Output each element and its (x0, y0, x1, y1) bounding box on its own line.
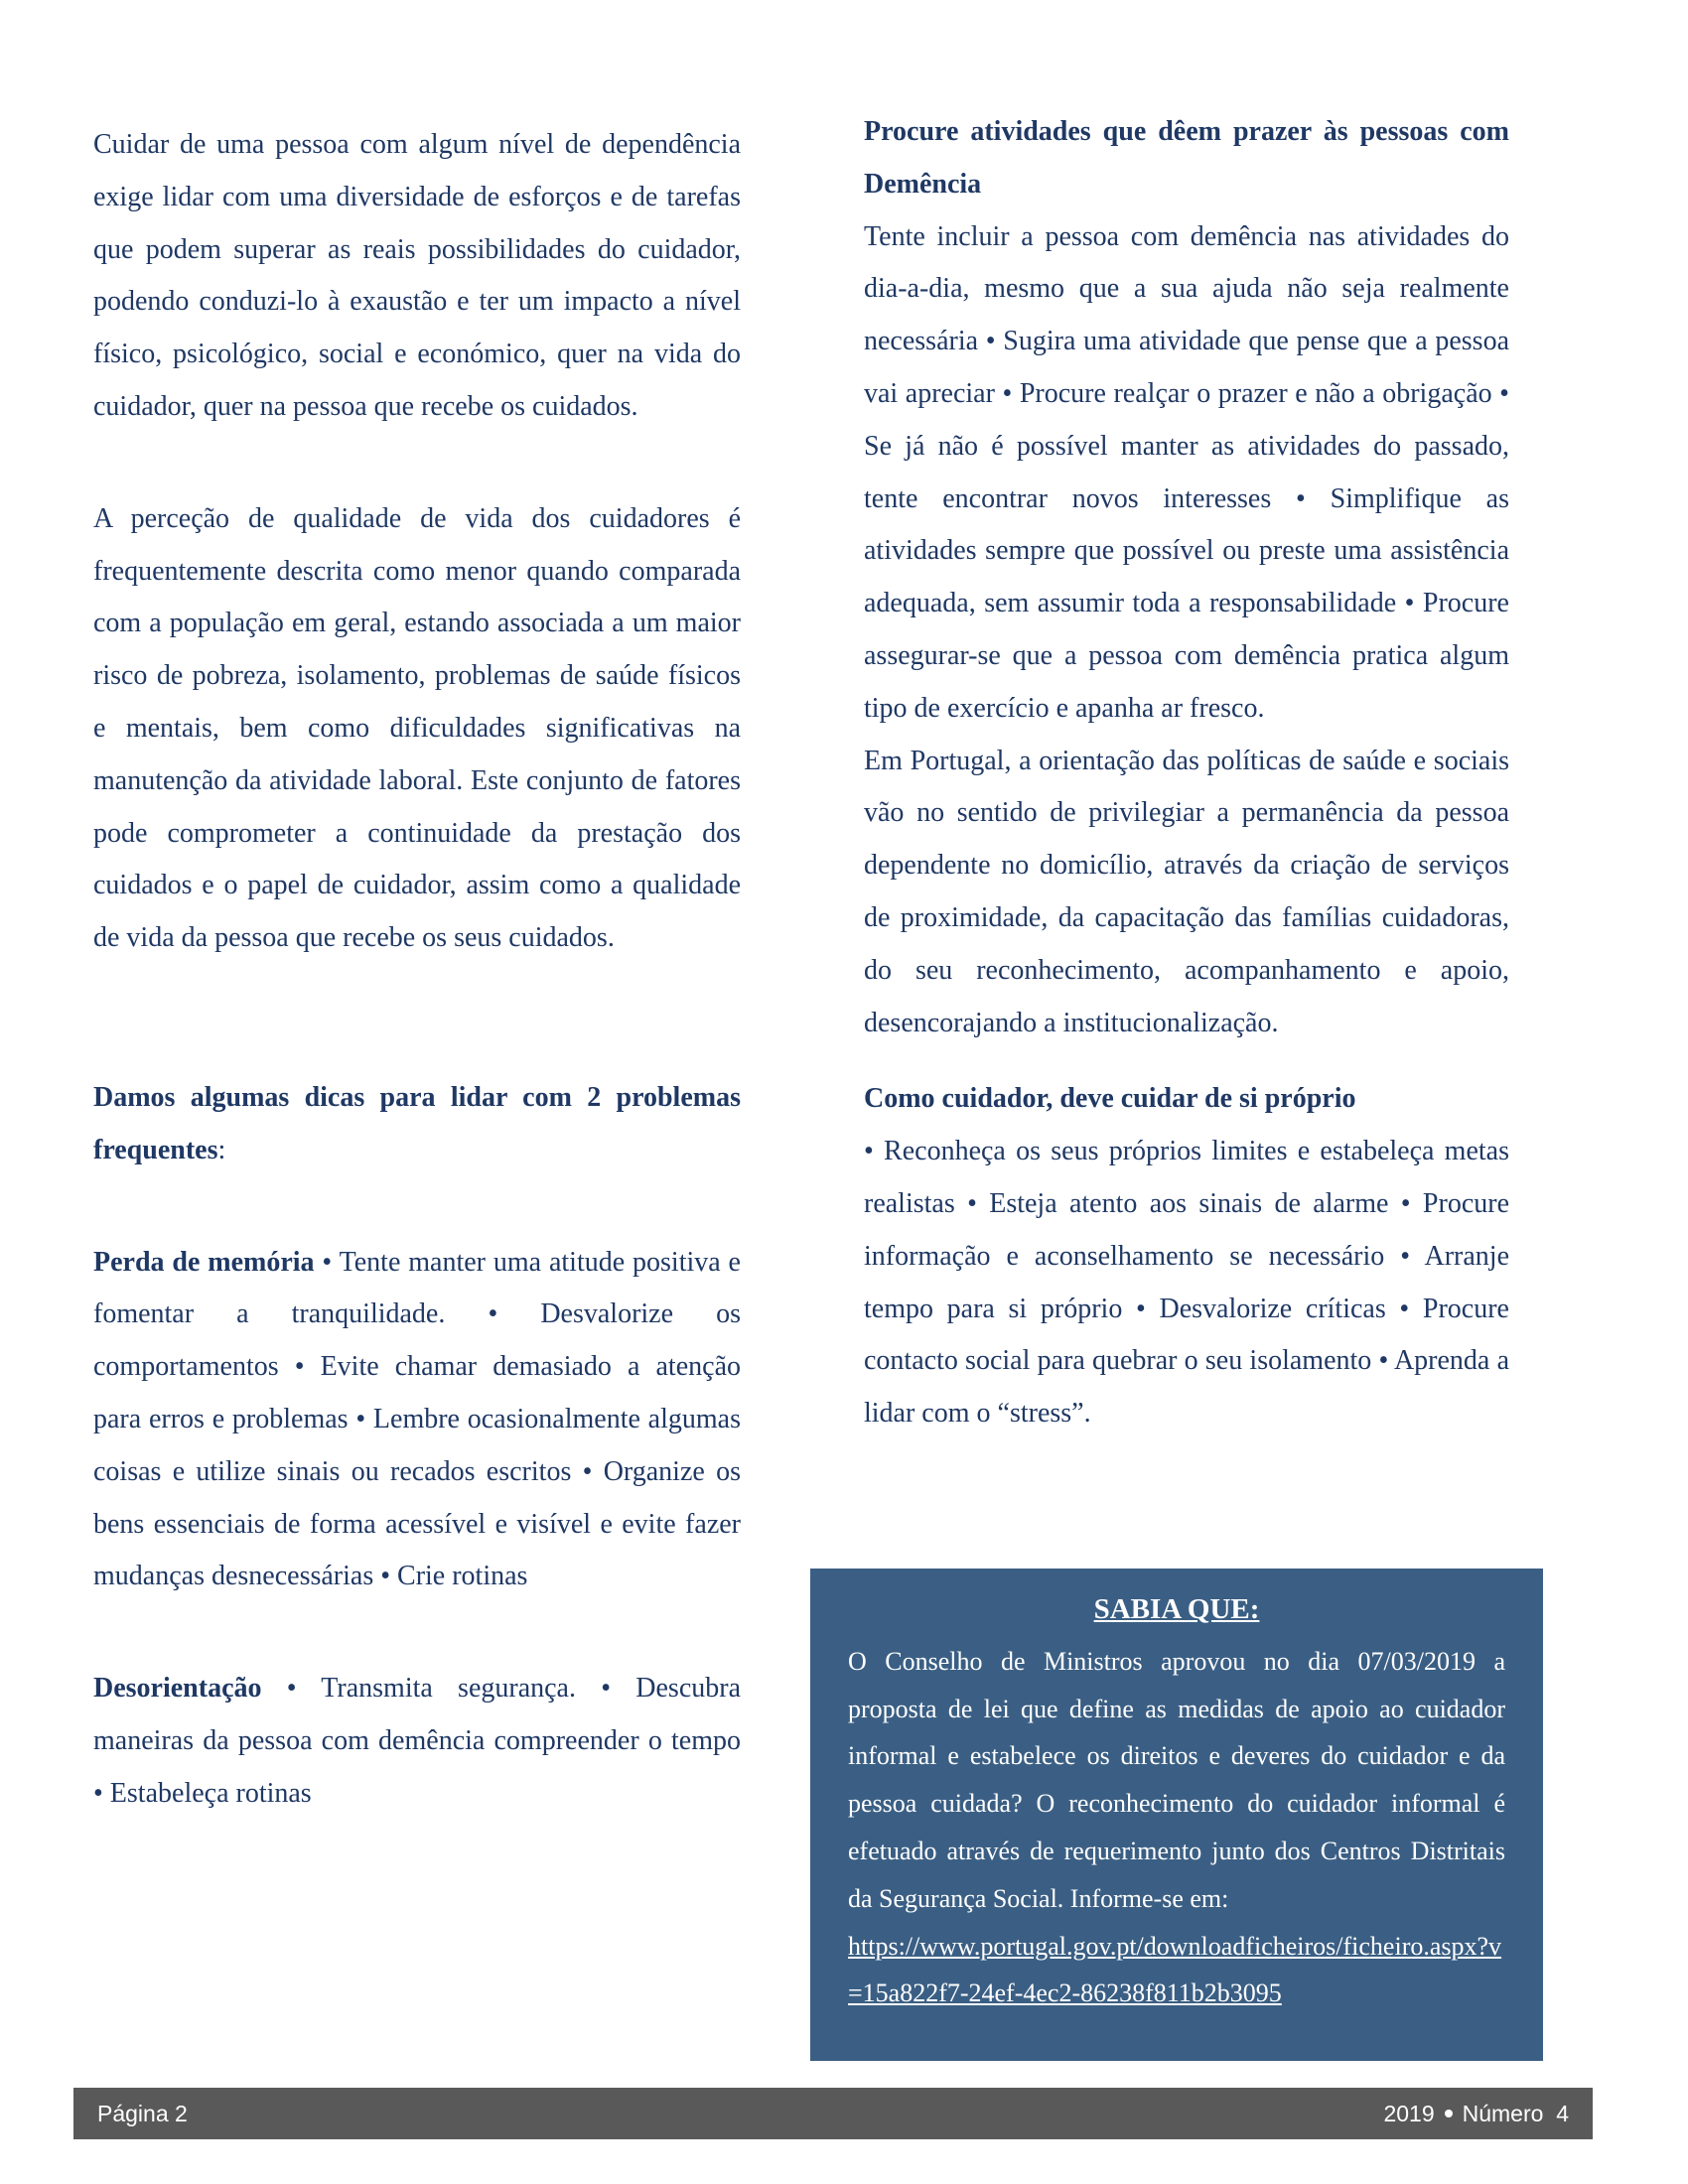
portugal-paragraph: Em Portugal, a orientação das políticas de saúde e sociais vão no sentido de privilegiar a permanência da pessoa dependente no domicílio, através da criação de serviços de proximidade, da capacitação das famílias cuidadoras, do seu reconhecimento, acompanhamento e apoio, desencorajando a institucionalização. (864, 745, 1509, 1038)
disorientation-paragraph (93, 1663, 741, 1820)
disorientation-title: Desorientação (93, 1673, 262, 1705)
disorientation-text: • Transmita segurança. • Descubra maneiras da pessoa com demência compreender o tempo • Estabeleça rotinas (93, 1673, 741, 1809)
issue-year: 2019 (1383, 2100, 1435, 2126)
tips-heading-text: Damos algumas dicas para lidar com 2 problemas frequentes (93, 1081, 741, 1165)
self-care-text: • Reconheça os seus próprios limites e estabeleça metas realistas • Esteja atento aos sinais de alarme • Procure informação e aconselhamento se necessário • Arranje tempo para si próprio • Desvalorize críticas • Procure contacto social para quebrar o seu isolamento • Aprenda a lidar com o “stress”. (864, 1136, 1509, 1430)
bullet-dot-icon (1445, 2110, 1453, 2117)
intro-paragraph-2: A perceção de qualidade de vida dos cuidadores é frequentemente descrita como menor quando comparada com a população em geral, estando associada a um maior risco de pobreza, isolamento, problemas de saúde físicos e mentais, bem como dificuldades significativas na manutenção da atividade laboral. Este conjunto de fatores pode comprometer a continuidade da prestação dos cuidados e o papel de cuidador, assim como a qualidade de vida da pessoa que recebe os seus cuidados. (93, 502, 741, 954)
info-box-title: SABIA QUE: (1093, 1593, 1260, 1625)
info-box-link[interactable]: https://www.portugal.gov.pt/downloadficheiros/ficheiro.aspx?v=15a822f7-24ef-4ec2-86238f811b2b3095 (848, 1931, 1502, 2008)
tips-heading-colon: : (217, 1134, 226, 1165)
tips-heading (93, 1072, 741, 1177)
self-care-title: Como cuidador, deve cuidar de si próprio (864, 1083, 1356, 1115)
info-box (810, 1569, 1543, 2061)
info-box-text: O Conselho de Ministros aprovou no dia 07/03/2019 a proposta de lei que define as medidas de apoio ao cuidador informal e estabelece os direitos e deveres do cuidador e da pessoa cuidada? O reconhecimento do cuidador informal é efetuado através de requerimento junto dos Centros Distritais da Segurança Social. Informe-se em: (848, 1646, 1505, 1913)
memory-loss-paragraph (93, 1237, 741, 1604)
issue-info (1383, 2101, 1569, 2127)
memory-loss-text: • Tente manter uma atitude positiva e fomentar a tranquilidade. • Desvalorize os comportamentos • Evite chamar demasiado a atenção para erros e problemas • Lembre ocasionalmente algumas coisas e utilize sinais ou recados escritos • Organize os bens essenciais de forma acessível e visível e evite fazer mudanças desnecessárias • Crie rotinas (93, 1246, 741, 1592)
activities-text: Tente incluir a pessoa com demência nas atividades do dia-a-dia, mesmo que a sua ajuda não seja realmente necessária • Sugira uma atividade que pense que a pessoa vai apreciar • Procure realçar o prazer e não a obrigação • Se já não é possível manter as atividades do passado, tente encontrar novos interesses • Simplifique as atividades sempre que possível ou preste uma assistência adequada, sem assumir toda a responsabilidade • Procure assegurar-se que a pessoa com demência pratica algum tipo de exercício e apanha ar fresco. (864, 220, 1509, 724)
left-column (93, 119, 741, 1821)
activities-title: Procure atividades que dêem prazer às pessoas com Demência (864, 116, 1509, 200)
memory-loss-title: Perda de memória (93, 1246, 315, 1278)
right-column (864, 106, 1509, 1440)
page-footer (73, 2088, 1593, 2139)
issue-number: Número 4 (1462, 2100, 1569, 2126)
page-number: Página 2 (97, 2100, 188, 2126)
intro-paragraph-1: Cuidar de uma pessoa com algum nível de dependência exige lidar com uma diversidade de esforços e de tarefas que podem superar as reais possibilidades do cuidador, podendo conduzi-lo à exaustão e ter um impacto a nível físico, psicológico, social e económico, quer na vida do cuidador, quer na pessoa que recebe os cuidados. (93, 129, 741, 422)
